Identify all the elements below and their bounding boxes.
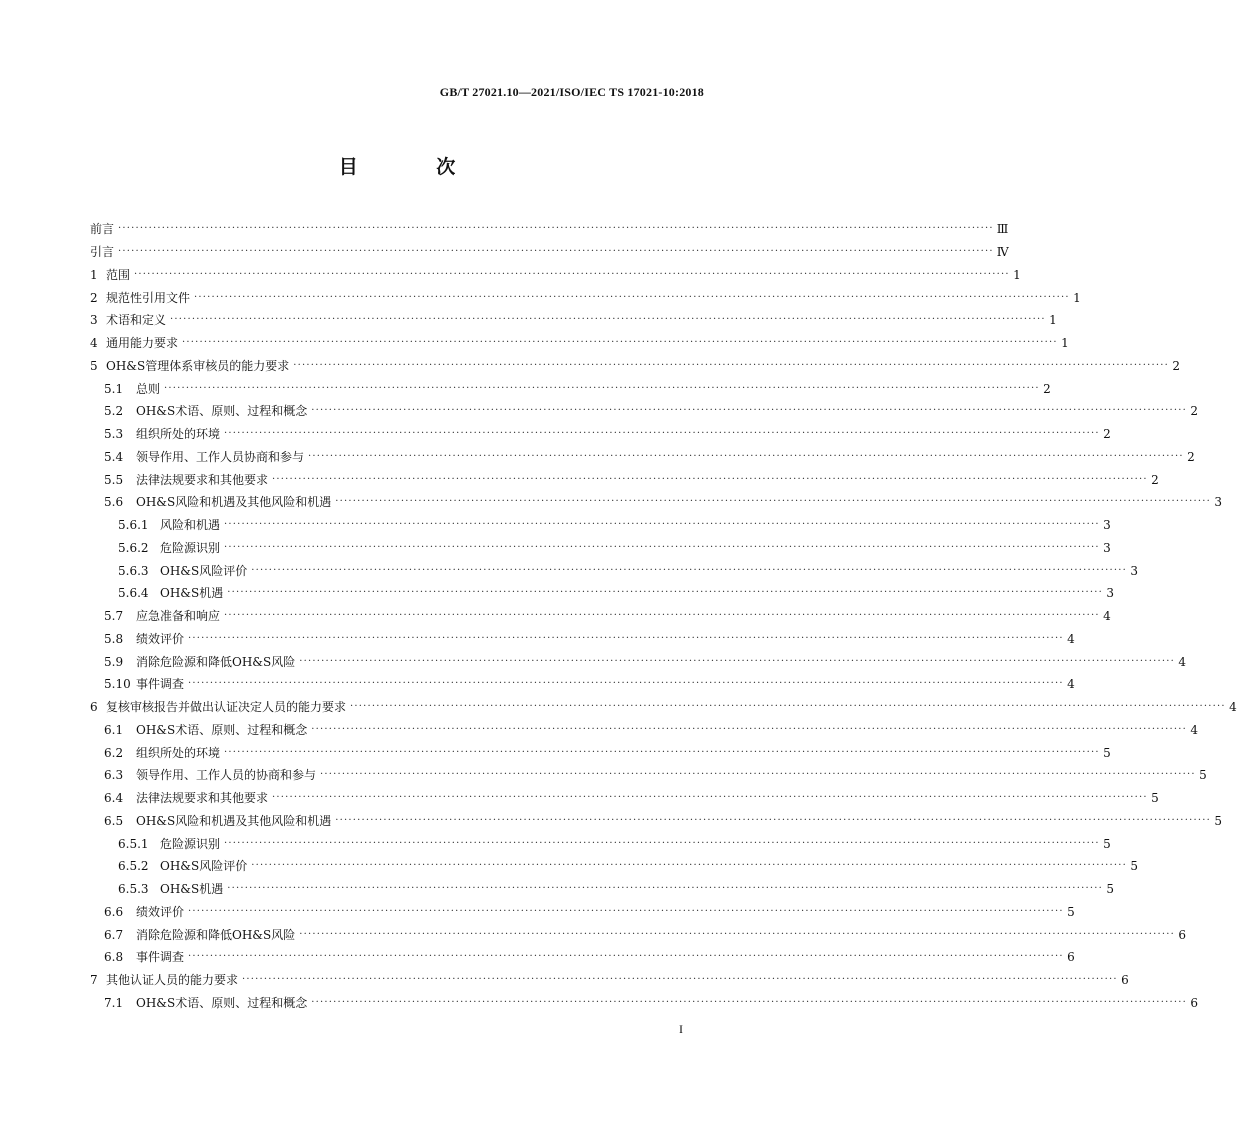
toc-entry[interactable] [90,855,1138,878]
toc-entry-page: 4 [1103,609,1111,624]
toc-entry-label [90,700,346,714]
toc-entry-number: 6.2 [104,745,124,760]
toc-entry[interactable] [90,468,1159,491]
toc-leader-dots: ········································································································································································································ [251,564,1127,576]
toc-leader-dots: ········································································································································································································ [224,837,1100,849]
toc-leader-dots: ········································································································································································································ [299,928,1175,940]
toc-entry[interactable] [90,514,1111,537]
toc-entry[interactable] [90,810,1222,833]
toc-entry-label [90,928,295,942]
toc-entry-title: 领导作用、工作人员协商和参与 [136,449,305,464]
toc-entry-page: 2 [1151,472,1159,487]
toc-entry-label [90,291,190,305]
toc-entry-page: 3 [1106,586,1114,601]
toc-entry-title: 复核审核报告并做出认证决定人员的能力要求 [106,700,347,715]
toc-entry-label [90,473,268,487]
toc-entry-number: 6.8 [104,950,124,965]
toc-leader-dots: ········································································································································································································ [188,951,1064,963]
toc-leader-dots: ········································································································································································································ [350,701,1226,713]
toc-entry[interactable] [90,400,1198,423]
toc-leader-dots: ········································································································································································································ [170,314,1046,326]
toc-entry-title: OH&S管理体系审核员的能力要求 [106,358,290,373]
toc-entry-number: 5.7 [104,609,124,624]
toc-entry-page: 6 [1190,995,1198,1010]
toc-entry-number: 5.5 [104,472,124,487]
toc-entry-number: 6.5 [104,813,124,828]
toc-entry[interactable] [90,787,1159,810]
toc-entry-title: 组织所处的环境 [136,427,221,442]
toc-entry-title: 术语和定义 [106,313,167,328]
toc-entry-label [90,245,114,259]
toc-entry-page: 5 [1214,813,1222,828]
standard-number-header: GB/T 27021.10—2021/ISO/IEC TS 17021-10:2018 [439,85,704,99]
toc-entry-number: 6.5.1 [118,836,149,851]
toc-entry-number: 5.9 [104,654,124,669]
toc-entry-page: 6 [1121,973,1129,988]
toc-entry-title: 危险源识别 [160,836,221,851]
toc-entry-title: 领导作用、工作人员的协商和参与 [136,768,317,783]
toc-entry-page: 5 [1130,859,1138,874]
toc-leader-dots: ········································································································································································································ [188,905,1064,917]
toc-entry-number: 6.4 [104,791,124,806]
toc-leader-dots: ········································································································································································································ [311,405,1187,417]
toc-entry-number: 7.1 [104,995,124,1010]
toc-entry-number: 5.2 [104,404,124,419]
toc-entry-label [90,450,304,464]
toc-leader-dots: ········································································································································································································ [227,587,1103,599]
toc-entry[interactable] [90,286,1081,309]
toc-entry-label [90,313,166,327]
toc-entry-label [90,404,307,418]
toc-entry[interactable] [90,355,1180,378]
toc-entry-page: 5 [1103,836,1111,851]
toc-entry-title: OH&S机遇 [160,586,224,601]
toc-entry-label [90,882,223,896]
toc-leader-dots: ········································································································································································································ [188,632,1064,644]
toc-entry[interactable] [90,559,1138,582]
toc-entry[interactable] [90,241,1009,264]
toc-entry-page: 2 [1103,427,1111,442]
toc-leader-dots: ········································································································································································································ [224,610,1100,622]
toc-entry[interactable] [90,650,1186,673]
toc-entry[interactable] [90,264,1021,287]
toc-entry[interactable] [90,992,1198,1015]
toc-leader-dots: ········································································································································································································ [227,883,1103,895]
toc-entry-label [90,837,220,851]
toc-entry-page: 4 [1067,677,1075,692]
toc-entry-title: OH&S术语、原则、过程和概念 [136,722,308,737]
toc-entry-page: 6 [1067,950,1075,965]
toc-leader-dots: ········································································································································································································ [224,541,1100,553]
toc-entry[interactable] [90,832,1111,855]
toc-entry[interactable] [90,218,1009,241]
toc-entry[interactable] [90,741,1111,764]
toc-entry-page: 1 [1013,267,1021,282]
toc-entry-number: 5.6.1 [118,518,149,533]
toc-entry-page: 3 [1103,540,1111,555]
toc-leader-dots: ········································································································································································································ [311,723,1187,735]
toc-entry-label [90,677,184,691]
toc-entry[interactable] [90,423,1111,446]
toc-entry-number: 5.6 [104,495,124,510]
toc-entry-page: 1 [1049,313,1057,328]
toc-entry[interactable] [90,491,1222,514]
toc-entry-title: 前言 [90,222,115,237]
toc-entry-label [90,632,184,646]
toc-entry-label [90,518,220,532]
toc-entry-number: 5.1 [104,381,124,396]
toc-leader-dots: ········································································································································································································ [335,814,1211,826]
toc-entry-number: 6 [90,700,98,715]
toc-entry-number: 6.5.2 [118,859,149,874]
toc-leader-dots: ········································································································································································································ [251,860,1127,872]
toc-entry-label [90,859,247,873]
toc-entry-title: 消除危险源和降低OH&S风险 [136,654,296,669]
toc-entry-title: 绩效评价 [136,904,185,919]
toc-entry-page: 2 [1190,404,1198,419]
toc-leader-dots: ········································································································································································································ [293,359,1169,371]
toc-entry-label [90,791,268,805]
toc-entry-label [90,814,331,828]
toc-entry-title: 事件调查 [136,950,185,965]
toc-leader-dots: ········································································································································································································ [224,519,1100,531]
toc-entry-number: 5.4 [104,449,124,464]
toc-entry-page: 6 [1178,927,1186,942]
toc-entry[interactable] [90,673,1075,696]
toc-leader-dots: ········································································································································································································ [272,792,1148,804]
toc-entry-label [90,268,130,282]
toc-entry-label [90,586,223,600]
toc-entry-page: 5 [1106,882,1114,897]
toc-entry-title: 总则 [136,381,161,396]
toc-entry-number: 1 [90,267,98,282]
toc-entry-page: 2 [1187,449,1195,464]
toc-entry-number: 6.1 [104,722,124,737]
toc-entry-title: OH&S风险和机遇及其他风险和机遇 [136,813,332,828]
toc-leader-dots: ········································································································································································································ [194,291,1070,303]
toc-entry-page: 1 [1073,290,1081,305]
toc-entry-page: 5 [1103,745,1111,760]
toc-entry[interactable] [90,582,1114,605]
toc-leader-dots: ········································································································································································································ [134,268,1010,280]
toc-entry-page: 5 [1151,791,1159,806]
toc-entry-label [90,746,220,760]
toc-entry-page: 2 [1043,381,1051,396]
toc-entry[interactable] [90,696,1237,719]
toc-entry-page: 4 [1067,631,1075,646]
toc-entry-title: 法律法规要求和其他要求 [136,791,269,806]
toc-entry-label [90,609,220,623]
toc-leader-dots: ········································································································································································································ [242,974,1118,986]
toc-entry-title: 绩效评价 [136,631,185,646]
toc-entry[interactable] [90,969,1129,992]
toc-entry-page: 2 [1172,358,1180,373]
toc-entry-title: OH&S风险和机遇及其他风险和机遇 [136,495,332,510]
toc-entry-number: 3 [90,313,98,328]
toc-leader-dots: ········································································································································································································ [311,996,1187,1008]
toc-leader-dots: ········································································································································································································ [335,496,1211,508]
toc-entry-label [90,359,289,373]
toc-entry-title: 危险源识别 [160,540,221,555]
page-title: 目 次 [338,156,492,178]
toc-entry-title: 其他认证人员的能力要求 [106,973,239,988]
toc-entry[interactable] [90,309,1057,332]
page-number: I [679,1022,683,1036]
toc-entry-title: OH&S风险评价 [160,563,248,578]
toc-entry-label [90,427,220,441]
toc-entry-title: 通用能力要求 [106,336,179,351]
toc-leader-dots: ········································································································································································································ [308,450,1184,462]
toc-entry-label [90,222,114,236]
toc-entry-page: 3 [1103,518,1111,533]
toc-entry-label [90,723,307,737]
toc-entry-label [90,996,307,1010]
toc-entry-number: 5.10 [104,677,131,692]
toc-entry[interactable] [90,537,1111,560]
toc-entry-title: 引言 [90,245,115,260]
toc-leader-dots: ········································································································································································································ [118,246,994,258]
toc-entry[interactable] [90,878,1114,901]
toc-entry-title: 应急准备和响应 [136,609,221,624]
toc-entry-number: 6.6 [104,904,124,919]
toc-entry-page: 3 [1130,563,1138,578]
toc-leader-dots: ········································································································································································································ [272,473,1148,485]
toc-entry-label [90,973,238,987]
toc-entry-number: 5.3 [104,427,124,442]
toc-entry-number: 5 [90,358,98,373]
toc-entry-title: OH&S机遇 [160,882,224,897]
toc-entry-title: OH&S术语、原则、过程和概念 [136,995,308,1010]
toc-entry-label [90,495,331,509]
toc-entry[interactable] [90,628,1075,651]
toc-entry[interactable] [90,377,1051,400]
toc-leader-dots: ········································································································································································································ [299,655,1175,667]
toc-entry-number: 7 [90,973,98,988]
toc-entry-page: 5 [1199,768,1207,783]
toc-entry-page: Ⅳ [996,245,1009,260]
toc-entry-page: 5 [1067,904,1075,919]
toc-entry[interactable] [90,946,1075,969]
toc-entry-label [90,768,316,782]
toc-entry[interactable] [90,764,1207,787]
toc-entry-label [90,541,220,555]
toc-leader-dots: ········································································································································································································ [224,746,1100,758]
toc-entry-page: 1 [1061,336,1069,351]
toc-leader-dots: ········································································································································································································ [164,382,1040,394]
toc-entry-page: Ⅲ [996,222,1009,237]
toc-entry-title: 范围 [106,267,131,282]
toc-entry-label [90,655,295,669]
toc-entry[interactable] [90,923,1186,946]
toc-entry-label [90,950,184,964]
toc-entry-title: 组织所处的环境 [136,745,221,760]
toc-entry-page: 4 [1178,654,1186,669]
toc-entry-number: 5.6.4 [118,586,149,601]
toc-leader-dots: ········································································································································································································ [320,769,1196,781]
toc-entry-number: 5.8 [104,631,124,646]
toc-entry-number: 5.6.2 [118,540,149,555]
toc-entry-number: 6.3 [104,768,124,783]
toc-entry-number: 6.5.3 [118,882,149,897]
toc-entry-title: 风险和机遇 [160,518,221,533]
toc-entry-number: 4 [90,336,98,351]
toc-leader-dots: ········································································································································································································ [182,337,1058,349]
toc-entry[interactable] [90,332,1069,355]
toc-entry-title: OH&S术语、原则、过程和概念 [136,404,308,419]
toc-entry-title: 事件调查 [136,677,185,692]
toc-leader-dots: ········································································································································································································ [118,223,994,235]
toc-entry-page: 3 [1214,495,1222,510]
toc-entry-page: 4 [1190,722,1198,737]
toc-entry-page: 4 [1229,700,1237,715]
toc-entry-title: 规范性引用文件 [106,290,191,305]
toc-entry-title: OH&S风险评价 [160,859,248,874]
toc-entry-label [90,382,160,396]
toc-entry[interactable] [90,719,1198,742]
toc-entry-label [90,336,178,350]
toc-entry-title: 消除危险源和降低OH&S风险 [136,927,296,942]
toc-leader-dots: ········································································································································································································ [224,428,1100,440]
toc-entry-number: 2 [90,290,98,305]
toc-entry-number: 5.6.3 [118,563,149,578]
toc-entry-title: 法律法规要求和其他要求 [136,472,269,487]
toc-entry-number: 6.7 [104,927,124,942]
toc-entry-label [90,905,184,919]
toc-entry-label [90,564,247,578]
toc-entry[interactable] [90,446,1195,469]
toc-leader-dots: ········································································································································································································ [188,678,1064,690]
toc-entry[interactable] [90,605,1111,628]
table-of-contents [90,218,1237,1014]
toc-entry[interactable] [90,901,1075,924]
